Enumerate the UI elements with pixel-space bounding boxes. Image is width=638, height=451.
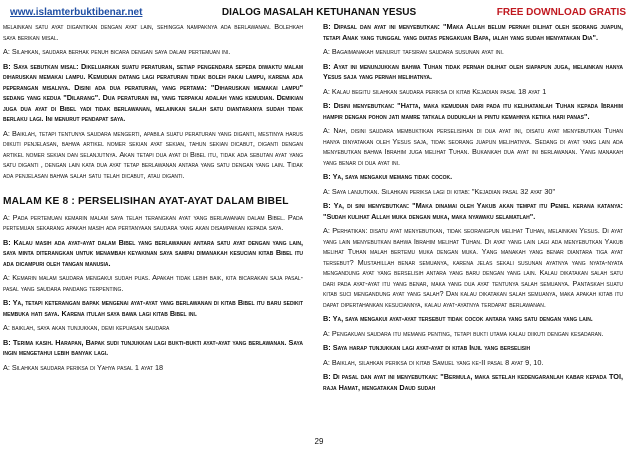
paragraph: A: Kalau begitu silahkan saudara periksa di kitab Kejadian pasal 18 ayat 1	[323, 86, 547, 96]
paragraph: A: Saya lanjutkan. Silahkan periksa lagi di kitab: "Kejadian pasal 32 ayat 30"	[323, 186, 556, 196]
paragraph: B: Dipasal dan ayat ini menyebutkan: "Maka Allah belum pernah dilihat oleh seorang juapun, tetapi Anak yang tunggal yang diatas pengakuan Bapa, ialah yang sudah menyatakan Dia".	[323, 22, 623, 42]
paragraph: A: Baiklah, tetapi tentunya saudara mengerti, apabila suatu peraturan yang diganti, mestinya harus diikuti penjelasan, bahwa artikel nomer sekian ayat sekian, tahun sekian dicabut, diganti dengan artikel nomer sekian dan selanjutnya. Akan tetapi dua ayat di Bibel itu, tidak ada sebutan ayat yang satu diganti , dengan lain kata dua ayat tetap berlawanan antara yang satu dengan yang lain. Tidak ada penjelasan bahwa salah satu telah dicabut, atau diganti.	[3, 128, 303, 180]
page-header	[0, 0, 638, 20]
free-download-label: FREE DOWNLOAD GRATIS	[496, 7, 626, 18]
paragraph: A: baiklah, saya akan tunjukkan, demi kepuasan saudara	[3, 323, 170, 332]
paragraph: B: Saya harap tunjukkan lagi ayat-ayat di kitab Injil yang berselisih	[323, 343, 531, 352]
paragraph: B: Terima kasih. Harapan, Bapak sudi tunjukkan lagi bukti-bukti ayat-ayat yang berlawanan. Saya ingin mengetahui lebih banyak lagi.	[3, 337, 303, 357]
paragraph: A: Silahkan saudara periksa di Yahya pasal 1 ayat 18	[3, 362, 164, 372]
page-number: 29	[314, 437, 324, 446]
paragraph: A: Pengakuan saudara itu memang penting, tetapi bukti utama kalau diikuti dengan kesadaran.	[323, 328, 604, 338]
paragraph: B: Ya, saya mengakui memang tidak cocok.	[323, 172, 453, 181]
paragraph: A: Nah, disini saudara membuktikan perselisihan di dua ayat ini, disatu ayat menyebutkan Tuhan hanya dinyatakan oleh Yesus saja, tidak seorang juapun melihatnya. Sedang di ayat yang lain ada menyebutkan bahwa Ibrahim juga melihat Tuhan. Bukankah dua ayat ini berlawanan. Yang manakah yang benar di dua ayat ini.	[323, 126, 623, 167]
paragraph: B: Ayat ini menunjukkan bahwa Tuhan tidak pernah dilihat oleh siapapun juga, melainkan hanya Yesus saja yang pernah melihatnya.	[323, 61, 623, 81]
paragraph: A: Silahkan, saudara berhak penuh bicara dengan saya dalam pertemuan ini.	[3, 47, 231, 56]
paragraph: A: Bagaimanakah menurut tafsiran saudara susunan ayat ini.	[323, 47, 504, 56]
paragraph: B: Di pasal dan ayat ini menyebutkan: "Bermula, maka setelah kedengaranlah kabar kepada TOI, raja Hamat, mengatakan Daud sudah	[323, 372, 623, 392]
paragraph: melainkan satu ayat digantikan dengan ayat lain, sehingga nampaknya ada berlawanan. Bolehkah saya berikan misal.	[3, 22, 303, 42]
document-title: DIALOG MASALAH KETUHANAN YESUS	[221, 7, 417, 18]
paragraph: B: Ya, saya mengakui ayat-ayat tersebut tidak cocok antara yang satu dengan yang lain.	[323, 314, 593, 323]
right-column	[323, 22, 623, 397]
paragraph: B: Saya sebutkan misal: Dikeluarkan suatu peraturan, setiap pengendara sepeda diwaktu malam diharuskan memakai lampu. Kemudian datang lagi peraturan tidak boleh pakai lampu, karena ada peperangan misalnya. Disini ada dua peraturan, yang pertama: "Diharuskan memakai lampu" sedang yang kedua "Dilarang". Dua peraturan ini, yang terpakai adalah yang kemudian. Demikian juga dua ayat di Bibel yadi tidak berlawanan, melainkan salah satu diantaranya sudah tidak berlaku lagi. Ini menurut pendapat saya.	[3, 61, 303, 123]
paragraph: A: Kemarin malam saudara mengakui sudah puas. Apakah tidak lebih baik, kita bicarakan saja pasal-pasal yang saudara pandang terpenting.	[3, 273, 303, 293]
section-heading: MALAM KE 8 : PERSELISIHAN AYAT-AYAT DALAM BIBEL	[3, 196, 289, 207]
site-link[interactable]: www.islamterbuktibenar.net	[10, 7, 143, 18]
left-column	[3, 22, 303, 377]
paragraph: A: Pada pertemuan kemarin malam saya telah terangkan ayat yang berlawanan dalam Bibel. Pada pertemuan sekarang apakah masih ada pertanyaan saudara yang akan disampaikan kepada saya.	[3, 212, 303, 232]
paragraph: B: Kalau masih ada ayat-ayat dalam Bibel yang berlawanan antara satu ayat dengan yang lain, saya minta diterangkan untuk menambah keyakinan saya sampai dimanakah kesucian kitab Bibel itu ada dicampuri oleh tangan manusia.	[3, 237, 303, 268]
paragraph: A: Baiklah, silahkan periksa di kitab Samuel yang ke-II pasal 8 ayat 9, 10.	[323, 357, 544, 367]
paragraph: A: Perhatikan: disatu ayat menyebutkan, tidak seorangpun melihat Tuhan, melainkan Yesus. Di ayat yang lain menyebutkan bahwa Ibrahim melihat Tuhan. Di ayat yang lain lagi ada menyebutkan Yakub melihat Tuhan malah bertemu muka dengan muka. Yang manakah yang benar diantara tiga ayat tersebut? Mustahillah benar semuanya, karena jelas sekali susunan ayatnya yang nyata-nyata mengandung ayat yang berselisih antara yang baru dengan yang lain. Kalau dikatakan salah satu dari pada ayat-ayat itu yang benar, maka yang dua ayat tentunya salah semuanya. Pantaskah suatu kitab suci mengandung ayat yang salah? Dan kalau dikatakan salah semuanya, maka apakah kitab itu dapat dipertahankan kesuciannya, kalau ayat-ayatnya terdapat berlawanan.	[323, 226, 623, 309]
paragraph: B: Disini menyebutkan: "Hatta, maka kemudian dari pada itu kelihatanlah Tuhan kepada Ibrahim hampir dengan pohon jati mamre tatkala duduklah ia pintu kemahnya ketika hari panas".	[323, 101, 623, 121]
paragraph: B: Ya, tetapi keterangan bapak mengenai ayat-ayat yang berlawanan di kitab Bibel itu baru sedikit membuka hati saya. Karena itulah saya bawa lagi kitab Bibel ini.	[3, 298, 303, 318]
paragraph: B: Ya, di sini menyebutkan: "Maka dinamai oleh Yakub akan tempat itu Peniel kerana katanya: "Sudah kulihat Allah muka dengan muka, maka nyawaku selamatlah".	[323, 201, 623, 221]
